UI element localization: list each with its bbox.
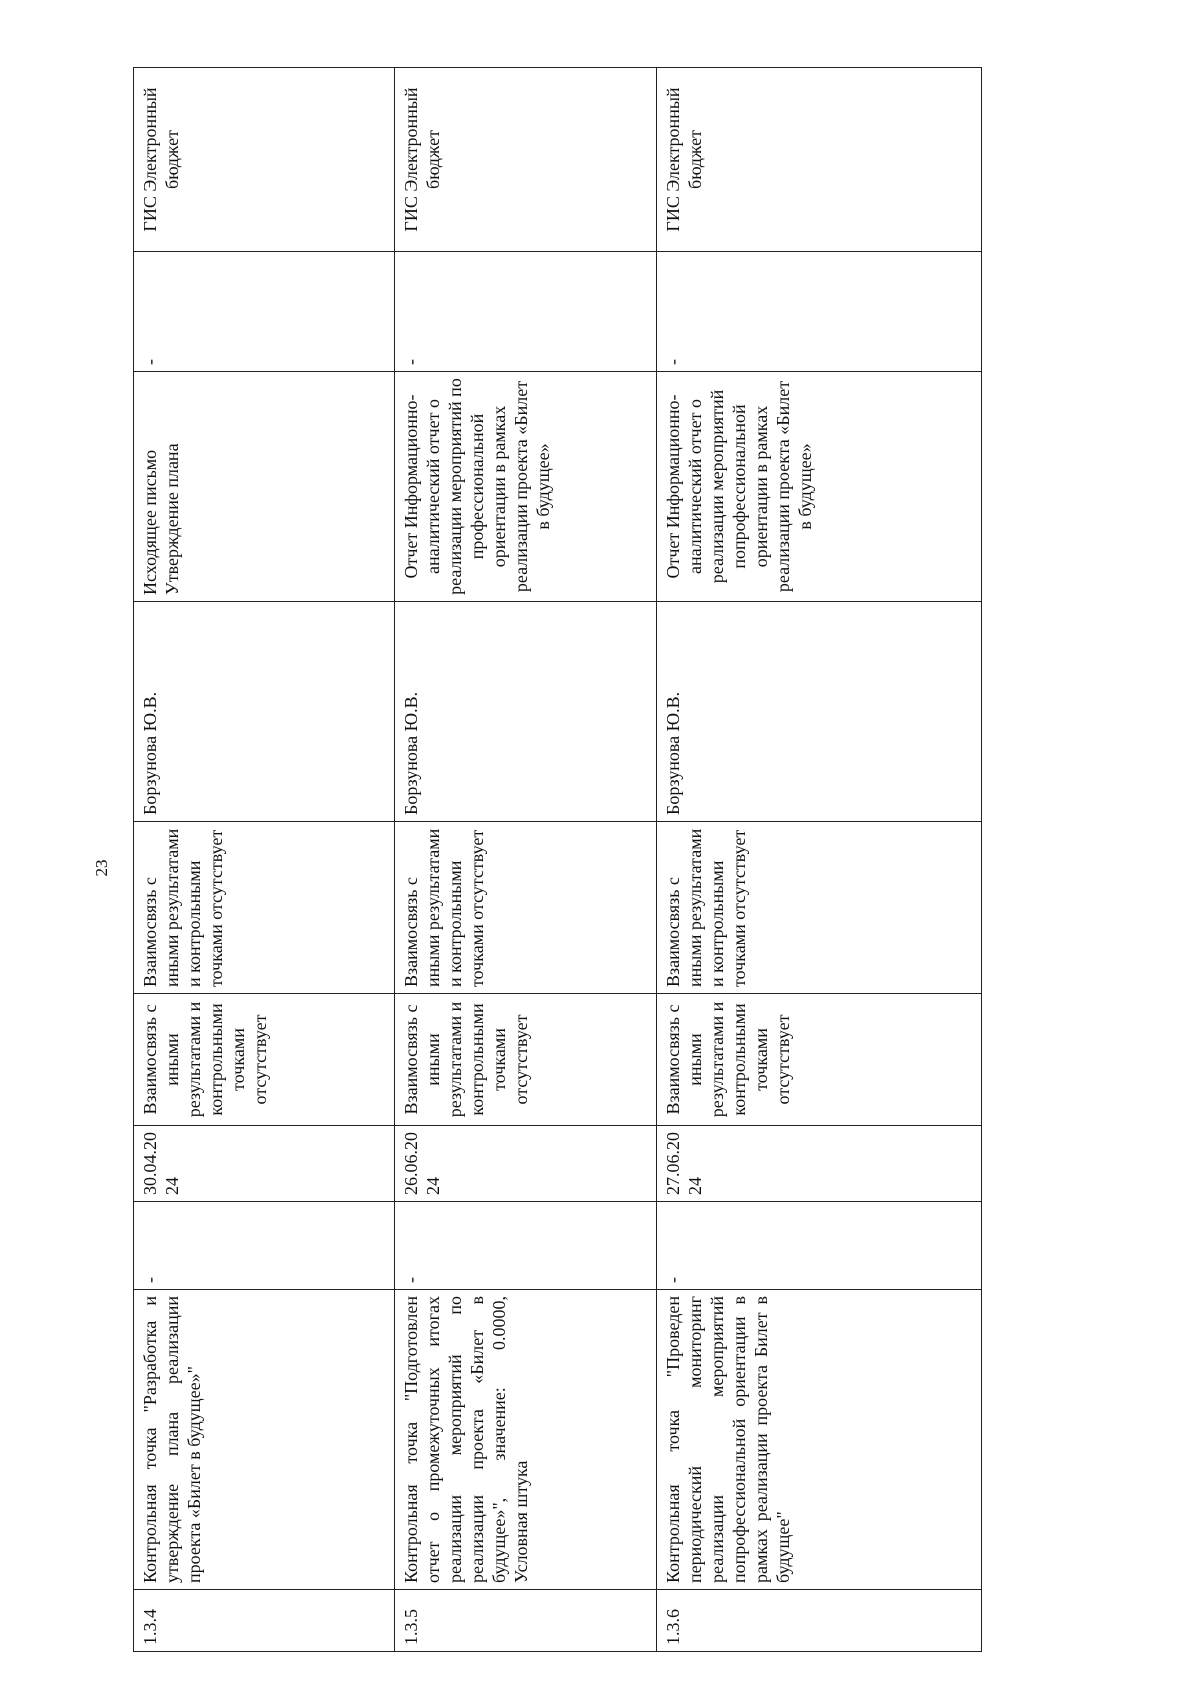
row-number: 1.3.6 bbox=[657, 1590, 982, 1652]
table-row bbox=[395, 68, 657, 1652]
rotated-table-frame bbox=[133, 68, 981, 1652]
table-row bbox=[134, 68, 395, 1652]
dash-cell: - bbox=[657, 252, 982, 372]
dash-cell: - bbox=[395, 252, 657, 372]
table-row bbox=[657, 68, 982, 1652]
dash-cell: - bbox=[395, 1202, 657, 1290]
responsible-cell: Борзунова Ю.В. bbox=[395, 602, 657, 822]
document-cell: Отчет Информационно-аналитический отчет о реализации мероприятий попрофессиональной ориентации в рамках реализации проекта «Билет в будущее» bbox=[657, 372, 982, 602]
relation-cell: Взаимосвязь с иными результатами и контрольными точками отсутствует bbox=[134, 994, 395, 1126]
system-cell: ГИС Электронный бюджет bbox=[395, 68, 657, 252]
control-point-text: Контрольная точка "Подготовлен отчет о промежуточных итогах реализации мероприятий по реализации проекта «Билет в будущее»", значение: 0.0000, Условная штука bbox=[395, 1290, 657, 1590]
relation-cell: Взаимосвязь с иными результатами и контрольными точками отсутствует bbox=[395, 994, 657, 1126]
landscape-page bbox=[133, 68, 981, 1652]
document-cell: Исходящее письмо Утверждение плана bbox=[134, 372, 395, 602]
dash-cell: - bbox=[134, 252, 395, 372]
relation-cell: Взаимосвязь с иными результатами и контрольными точками отсутствует bbox=[134, 822, 395, 994]
dash-cell: - bbox=[134, 1202, 395, 1290]
date-cell: 27.06.2024 bbox=[657, 1126, 982, 1202]
date-cell: 30.04.2024 bbox=[134, 1126, 395, 1202]
page-number: 23 bbox=[92, 859, 111, 877]
responsible-cell: Борзунова Ю.В. bbox=[134, 602, 395, 822]
control-point-text: Контрольная точка "Разработка и утверждение плана реализации проекта «Билет в будущее»" bbox=[134, 1290, 395, 1590]
system-cell: ГИС Электронный бюджет bbox=[134, 68, 395, 252]
document-cell: Отчет Информационно-аналитический отчет о реализации мероприятий по профессиональной ориентации в рамках реализации проекта «Билет в будущее» bbox=[395, 372, 657, 602]
control-points-table bbox=[133, 67, 982, 1652]
relation-cell: Взаимосвязь с иными результатами и контрольными точками отсутствует bbox=[657, 822, 982, 994]
row-number: 1.3.4 bbox=[134, 1590, 395, 1652]
dash-cell: - bbox=[657, 1202, 982, 1290]
relation-cell: Взаимосвязь с иными результатами и контрольными точками отсутствует bbox=[395, 822, 657, 994]
system-cell: ГИС Электронный бюджет bbox=[657, 68, 982, 252]
responsible-cell: Борзунова Ю.В. bbox=[657, 602, 982, 822]
relation-cell: Взаимосвязь с иными результатами и контрольными точками отсутствует bbox=[657, 994, 982, 1126]
date-cell: 26.06.2024 bbox=[395, 1126, 657, 1202]
row-number: 1.3.5 bbox=[395, 1590, 657, 1652]
control-point-text: Контрольная точка "Проведен периодический мониторинг реализации мероприятий попрофессиональной ориентации в рамках реализации проекта Билет в будущее" bbox=[657, 1290, 982, 1590]
